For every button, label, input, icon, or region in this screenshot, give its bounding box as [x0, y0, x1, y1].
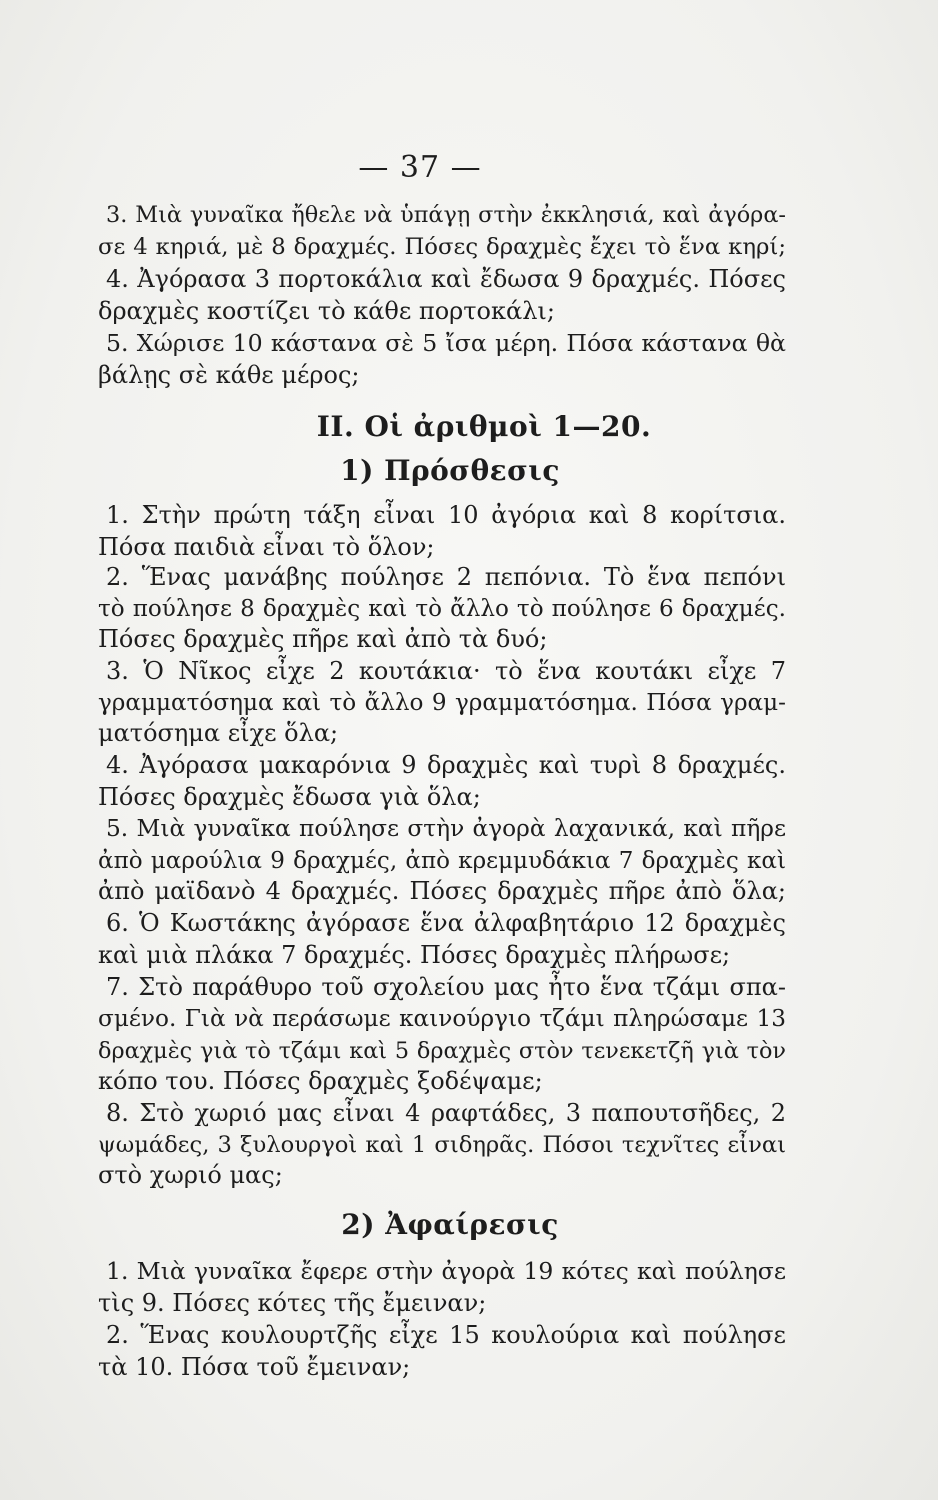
text-line: καὶ μιὰ πλάκα 7 δραχμές. Πόσες δραχμὲς πλήρωσε;: [98, 941, 731, 969]
text-line: τὸ πούλησε 8 δραχμὲς καὶ τὸ ἄλλο τὸ πούλησε 6 δραχμές.: [98, 596, 786, 622]
text-line: στὸ χωριό μας;: [98, 1161, 283, 1189]
text-line: ἀπὸ μαϊδανὸ 4 δραχμές. Πόσες δραχμὲς πῆρε ἀπὸ ὅλα;: [98, 877, 786, 905]
text-line: 1. Μιὰ γυναῖκα ἔφερε στὴν ἀγορὰ 19 κότες καὶ πούλησε: [106, 1257, 786, 1285]
text-line: 5. Χώρισε 10 κάστανα σὲ 5 ἴσα μέρη. Πόσα κάστανα θὰ: [106, 329, 786, 357]
page-number: — 37 —: [358, 150, 482, 185]
text-line: ψωμάδες, 3 ξυλουργοὶ καὶ 1 σιδηρᾶς. Πόσοι τεχνῖτες εἶναι: [98, 1132, 786, 1158]
text-line: Πόσες δραχμὲς ἔδωσα γιὰ ὅλα;: [98, 783, 481, 811]
text-line: 2. Ἕνας κουλουρτζῆς εἶχε 15 κουλούρια καὶ πούλησε: [106, 1321, 786, 1349]
text-line: κόπο του. Πόσες δραχμὲς ξοδέψαμε;: [98, 1067, 543, 1095]
subsection-heading-subtraction: 2) Ἀφαίρεσις: [341, 1208, 559, 1241]
text-line: 2. Ἕνας μανάβης πούλησε 2 πεπόνια. Τὸ ἕνα πεπόνι: [106, 563, 786, 591]
text-line: ματόσημα εἶχε ὅλα;: [98, 719, 339, 747]
text-line: 6. Ὁ Κωστάκης ἀγόρασε ἕνα ἀλφαβητάριο 12 δραχμὲς: [106, 909, 786, 937]
text-line: ἀπὸ μαρούλια 9 δραχμές, ἀπὸ κρεμμυδάκια 7 δραχμὲς καὶ: [98, 848, 786, 874]
text-line: δραχμὲς κοστίζει τὸ κάθε πορτοκάλι;: [98, 297, 555, 325]
text-line: σμένο. Γιὰ νὰ περάσωμε καινούργιο τζάμι πληρώσαμε 13: [98, 1005, 786, 1032]
text-line: βάλῃς σὲ κάθε μέρος;: [98, 361, 360, 389]
text-line: δραχμὲς γιὰ τὸ τζάμι καὶ 5 δραχμὲς στὸν τενεκετζῆ γιὰ τὸν: [98, 1038, 786, 1064]
text-line: σε 4 κηριά, μὲ 8 δραχμές. Πόσες δραχμὲς ἔχει τὸ ἕνα κηρί;: [98, 234, 786, 260]
text-line: γραμματόσημα καὶ τὸ ἄλλο 9 γραμματόσημα. Πόσα γραμ-: [98, 690, 786, 716]
text-line: 5. Μιὰ γυναῖκα πούλησε στὴν ἀγορὰ λαχανικά, καὶ πῆρε: [106, 815, 786, 842]
text-line: 4. Ἀγόρασα 3 πορτοκάλια καὶ ἔδωσα 9 δραχμές. Πόσες: [106, 265, 786, 293]
text-line: Πόσα παιδιὰ εἶναι τὸ ὅλον;: [98, 533, 435, 561]
text-line: 3. Ὁ Νῖκος εἶχε 2 κουτάκια· τὸ ἕνα κουτάκι εἶχε 7: [106, 657, 786, 685]
text-line: 4. Ἀγόρασα μακαρόνια 9 δραχμὲς καὶ τυρὶ 8 δραχμές.: [106, 751, 786, 779]
text-line: 1. Στὴν πρώτη τάξη εἶναι 10 ἀγόρια καὶ 8 κορίτσια.: [106, 501, 786, 529]
subsection-heading-addition: 1) Πρόσθεσις: [340, 454, 560, 487]
text-line: 3. Μιὰ γυναῖκα ἤθελε νὰ ὑπάγῃ στὴν ἐκκλησιά, καὶ ἀγόρα-: [106, 202, 786, 228]
section-heading: II. Οἱ ἀριθμοὶ 1—20.: [316, 410, 652, 443]
text-line: τὰ 10. Πόσα τοῦ ἔμειναν;: [98, 1353, 411, 1381]
text-line: τὶς 9. Πόσες κότες τῆς ἔμειναν;: [98, 1289, 487, 1317]
text-line: 8. Στὸ χωριό μας εἶναι 4 ραφτάδες, 3 παπουτσῆδες, 2: [106, 1099, 786, 1127]
text-line: Πόσες δραχμὲς πῆρε καὶ ἀπὸ τὰ δυό;: [98, 625, 548, 653]
text-line: 7. Στὸ παράθυρο τοῦ σχολείου μας ἦτο ἕνα τζάμι σπα-: [106, 973, 786, 1001]
